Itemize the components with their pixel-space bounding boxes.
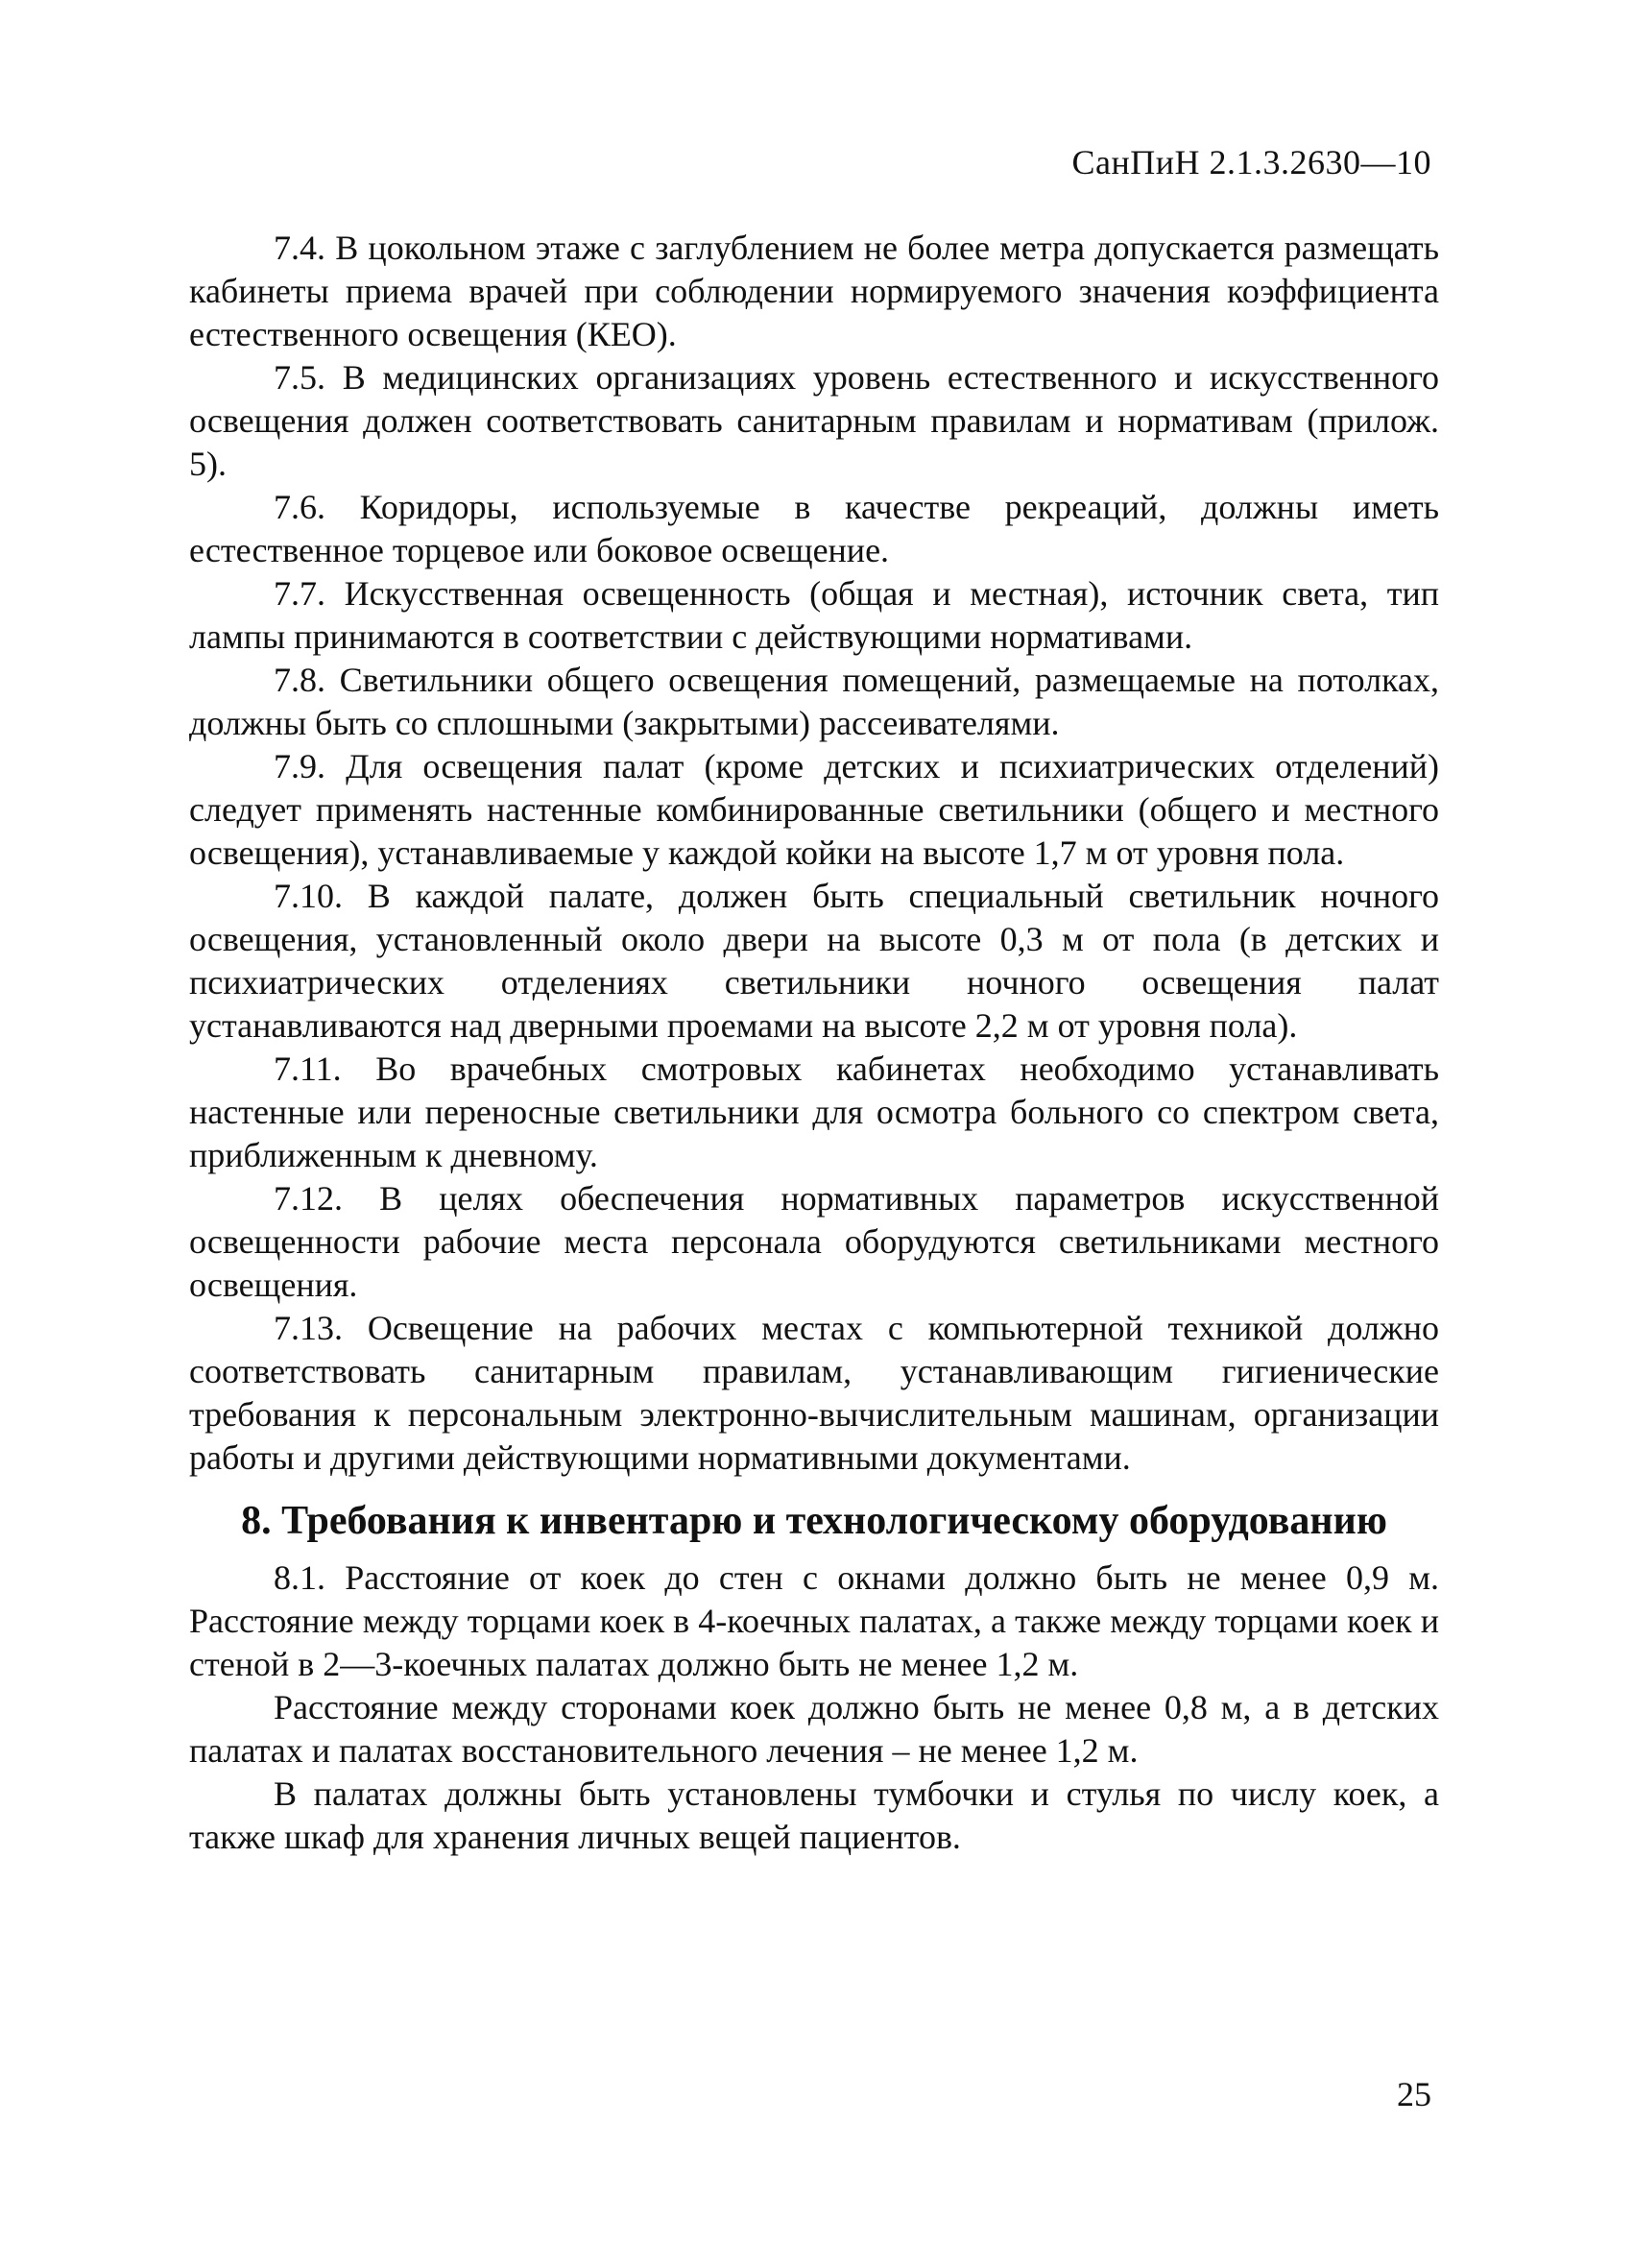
paragraph-8-1-spacing: Расстояние между сторонами коек должно быть не менее 0,8 м, а в детских палатах и палатах восстановительного лечения – не менее 1,2 м.: [189, 1688, 1439, 1770]
paragraph-7-5: 7.5. В медицинских организациях уровень естественного и искусственного освещения должен соответствовать санитарным правилам и нормативам (прилож. 5).: [189, 358, 1439, 483]
paragraph-7-7: 7.7. Искусственная освещенность (общая и местная), источник света, тип лампы принимаются в соответствии с действующими нормативами.: [189, 574, 1439, 656]
document-code-header: СанПиН 2.1.3.2630—10: [1071, 143, 1431, 181]
paragraph-7-10: 7.10. В каждой палате, должен быть специальный светильник ночного освещения, установленный около двери на высоте 0,3 м от пола (в детских и психиатрических отделениях светильники ночного освещения палат устанавливаются над дверными проемами на высоте 2,2 м от уровня пола).: [189, 877, 1439, 1045]
paragraph-7-12: 7.12. В целях обеспечения нормативных параметров искусственной освещенности рабочие места персонала оборудуются светильниками местного освещения.: [189, 1179, 1439, 1304]
paragraph-7-11: 7.11. Во врачебных смотровых кабинетах необходимо устанавливать настенные или переносные светильники для осмотра больного со спектром света, приближенным к дневному.: [189, 1050, 1439, 1174]
section-8-heading: 8. Требования к инвентарю и технологическому оборудованию: [241, 1499, 1387, 1543]
paragraph-8-1-furniture: В палатах должны быть установлены тумбочки и стулья по числу коек, а также шкаф для хранения личных вещей пациентов.: [189, 1774, 1439, 1856]
paragraph-7-9: 7.9. Для освещения палат (кроме детских и психиатрических отделений) следует применять настенные комбинированные светильники (общего и местного освещения), устанавливаемые у каждой койки на высоте 1,7 м от уровня пола.: [189, 747, 1439, 872]
paragraph-7-4: 7.4. В цокольном этаже с заглублением не более метра допускается размещать кабинеты приема врачей при соблюдении нормируемого значения коэффициента естественного освещения (КЕО).: [189, 229, 1439, 353]
paragraph-8-1: 8.1. Расстояние от коек до стен с окнами должно быть не менее 0,9 м. Расстояние между торцами коек в 4-коечных палатах, а также между торцами коек и стеной в 2—3-коечных палатах должно быть не менее 1,2 м.: [189, 1558, 1439, 1683]
paragraph-7-13: 7.13. Освещение на рабочих местах с компьютерной техникой должно соответствовать санитарным правилам, устанавливающим гигиенические требования к персональным электронно-вычислительным машинам, организации работы и другими действующими нормативными документами.: [189, 1309, 1439, 1477]
page-content: [189, 227, 1439, 1859]
page-number: 25: [1397, 2075, 1431, 2113]
paragraph-7-6: 7.6. Коридоры, используемые в качестве рекреаций, должны иметь естественное торцевое или боковое освещение.: [189, 488, 1439, 569]
paragraph-7-8: 7.8. Светильники общего освещения помещений, размещаемые на потолках, должны быть со сплошными (закрытыми) рассеивателями.: [189, 661, 1439, 742]
